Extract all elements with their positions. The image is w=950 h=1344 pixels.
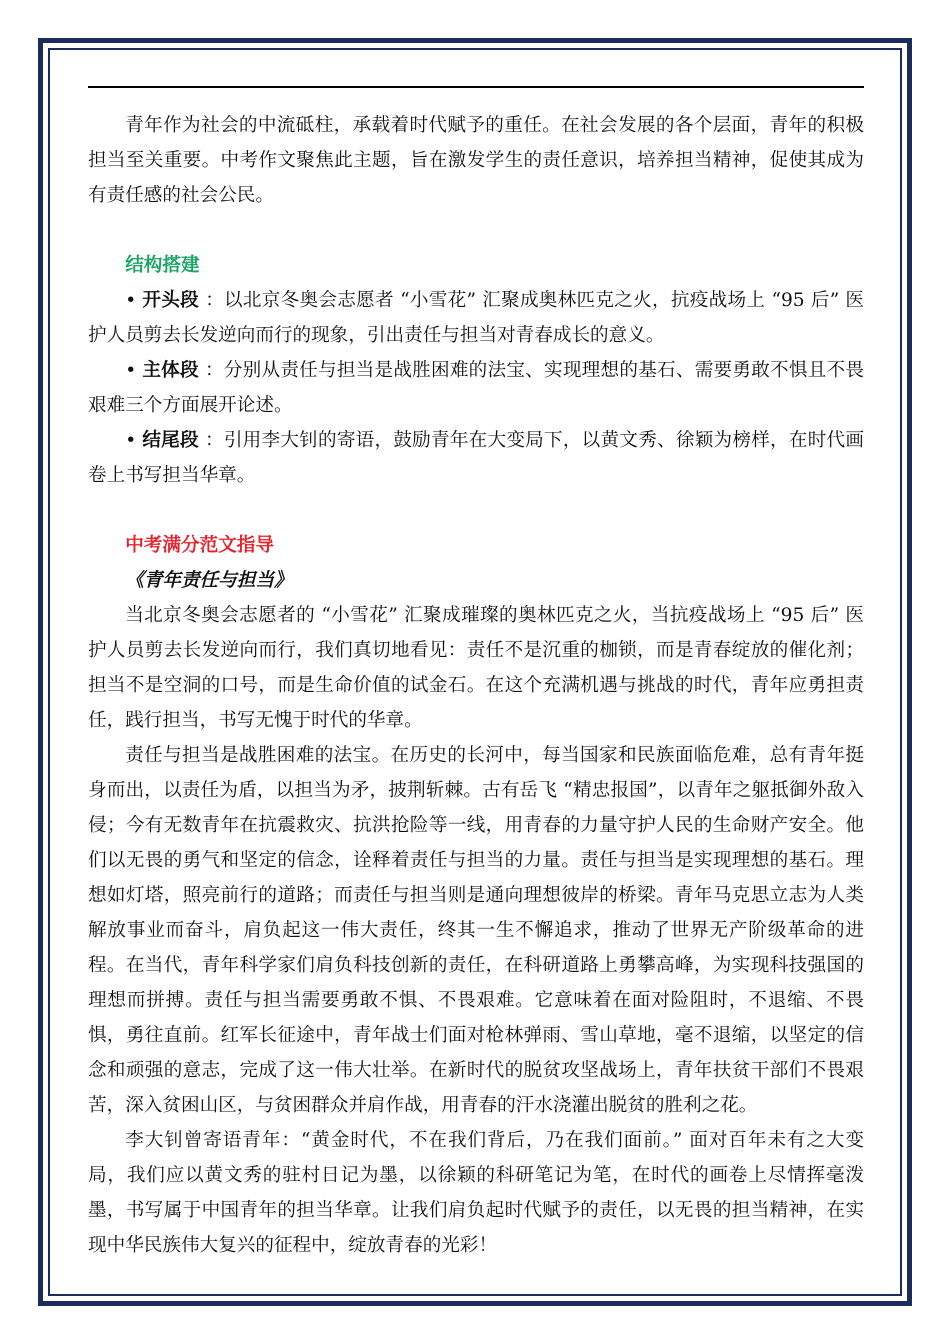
structure-heading: 结构搭建: [125, 255, 200, 276]
structure-item-text: ：分别从责任与担当是战胜困难的法宝、实现理想的基石、需要勇敢不惧且不畏艰难三个方面展开论述。: [88, 360, 864, 416]
structure-item-ending: [88, 423, 864, 493]
structure-item-text: ：引用李大钊的寄语，鼓励青年在大变局下，以黄文秀、徐颖为榜样，在时代画卷上书写担当华章。: [88, 430, 864, 486]
essay-title: 《青年责任与担当》: [125, 570, 293, 591]
structure-item-label: 结尾段: [142, 430, 199, 451]
essay-paragraph: 责任与担当是战胜困难的法宝。在历史的长河中，每当国家和民族面临危难，总有青年挺身而出，以责任为盾，以担当为矛，披荆斩棘。古有岳飞 “精忠报国”，以青年之躯抵御外敌入侵；今有无数青年在抗震救灾、抗洪抢险等一线，用青春的力量守护人民的生命财产安全。他们以无畏的勇气和坚定的信念，诠释着责任与担当的力量。责任与担当是实现理想的基石。理想如灯塔，照亮前行的道路；而责任与担当则是通向理想彼岸的桥梁。青年马克思立志为人类解放事业而奋斗，肩负起这一伟大责任，终其一生不懈追求，推动了世界无产阶级革命的进程。在当代，青年科学家们肩负科技创新的责任，在科研道路上勇攀高峰，为实现科技强国的理想而拼搏。责任与担当需要勇敢不惧、不畏艰难。它意味着在面对险阻时，不退缩、不畏惧，勇往直前。红军长征途中，青年战士们面对枪林弹雨、雪山草地，毫不退缩，以坚定的信念和顽强的意志，完成了这一伟大壮举。在新时代的脱贫攻坚战场上，青年扶贫干部们不畏艰苦，深入贫困山区，与贫困群众并肩作战，用青春的汗水浇灌出脱贫的胜利之花。: [88, 745, 864, 1116]
structure-item-body: [88, 353, 864, 423]
essay-heading: 中考满分范文指导: [125, 535, 274, 556]
structure-item-label: 开头段: [142, 290, 199, 311]
structure-item-label: 主体段: [142, 360, 199, 381]
structure-item-opening: [88, 283, 864, 353]
document-body: [88, 108, 864, 1263]
structure-item-text: ：以北京冬奥会志愿者 “小雪花” 汇聚成奥林匹克之火，抗疫战场上 “95 后” 医护人员剪去长发逆向而行的现象，引出责任与担当对青春成长的意义。: [88, 290, 864, 346]
bullet-icon: •: [125, 290, 137, 311]
header-rule: [88, 86, 864, 88]
essay-paragraph: 李大钊曾寄语青年：“黄金时代，不在我们背后，乃在我们面前。” 面对百年未有之大变局，我们应以黄文秀的驻村日记为墨，以徐颖的科研笔记为笔，在时代的画卷上尽情挥毫泼墨，书写属于中国青年的担当华章。让我们肩负起时代赋予的责任，以无畏的担当精神，在实现中华民族伟大复兴的征程中，绽放青春的光彩！: [88, 1130, 864, 1256]
intro-paragraph: 青年作为社会的中流砥柱，承载着时代赋予的重任。在社会发展的各个层面，青年的积极担当至关重要。中考作文聚焦此主题，旨在激发学生的责任意识，培养担当精神，促使其成为有责任感的社会公民。: [88, 115, 864, 206]
essay-paragraph: 当北京冬奥会志愿者的 “小雪花” 汇聚成璀璨的奥林匹克之火，当抗疫战场上 “95 后” 医护人员剪去长发逆向而行，我们真切地看见：责任不是沉重的枷锁，而是青春绽放的催化剂；担当不是空洞的口号，而是生命价值的试金石。在这个充满机遇与挑战的时代，青年应勇担责任，践行担当，书写无愧于时代的华章。: [88, 605, 864, 731]
bullet-icon: •: [125, 360, 137, 381]
bullet-icon: •: [125, 430, 137, 451]
